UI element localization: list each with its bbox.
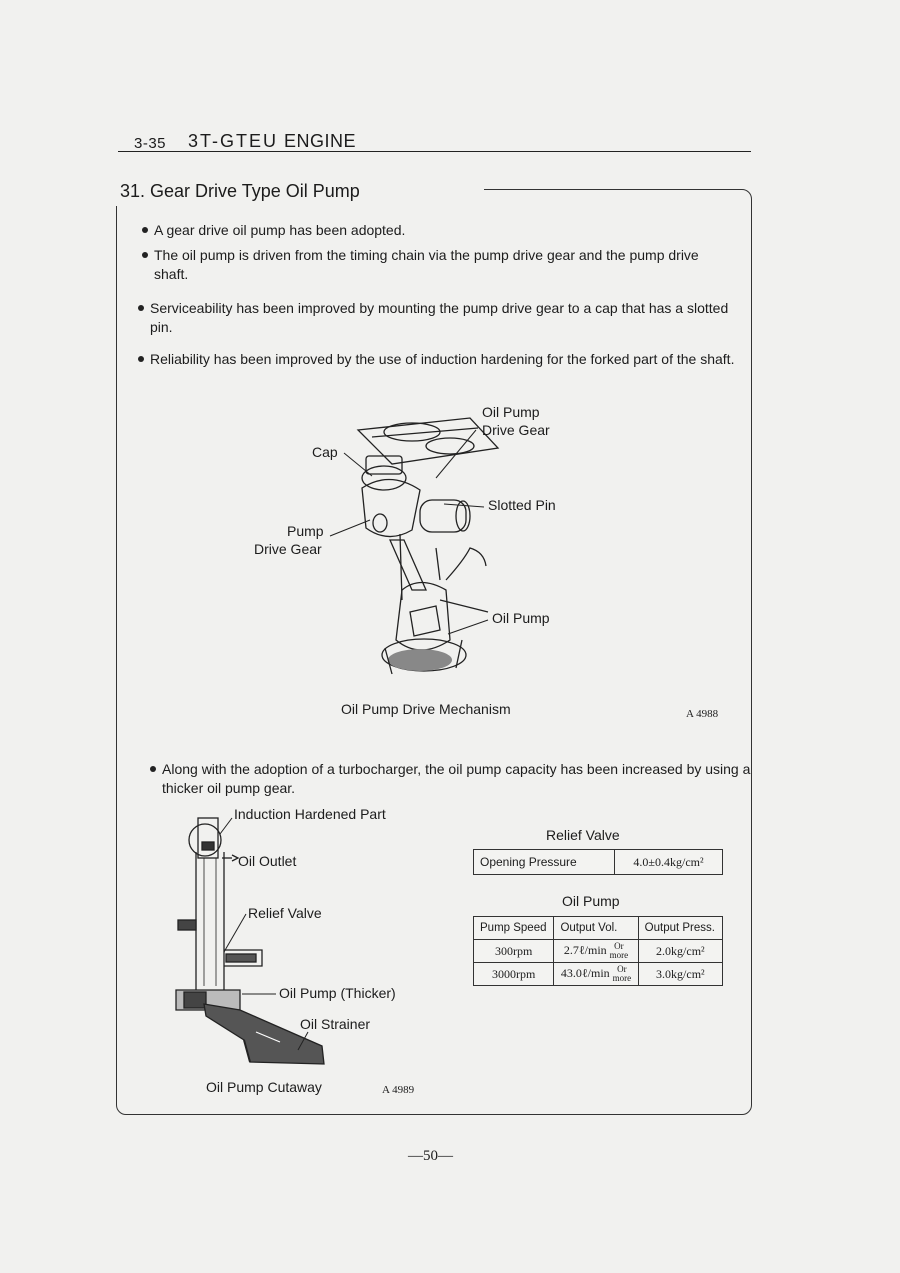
table-row bbox=[474, 850, 723, 875]
label-oil-outlet: Oil Outlet bbox=[238, 853, 297, 869]
section-number: 3-35 bbox=[134, 135, 167, 152]
bullet-turbocharger: Along with the adoption of a turbocharger, the oil pump capacity has been increased by using a thicker oil pump gear. bbox=[150, 760, 752, 798]
figure2-caption: Oil Pump Cutaway bbox=[206, 1079, 322, 1095]
label-oil-pump: Oil Pump bbox=[492, 610, 550, 626]
opening-pressure-value: 4.0±0.4kg/cm² bbox=[615, 850, 723, 875]
row1-volume-cell bbox=[554, 940, 638, 963]
relief-valve-title: Relief Valve bbox=[546, 827, 620, 843]
label-oil-pump-drive-gear-2: Drive Gear bbox=[482, 422, 550, 438]
label-oil-strainer: Oil Strainer bbox=[300, 1016, 371, 1032]
or-more-note: Or more bbox=[612, 964, 632, 983]
figure2-code: A 4989 bbox=[382, 1084, 415, 1096]
label-slotted-pin: Slotted Pin bbox=[488, 497, 556, 513]
oil-pump-table bbox=[473, 916, 723, 986]
relief-valve-table bbox=[473, 849, 723, 875]
label-cap: Cap bbox=[312, 444, 338, 460]
label-induction-hardened-part: Induction Hardened Part bbox=[234, 806, 386, 822]
figure1-caption: Oil Pump Drive Mechanism bbox=[341, 701, 511, 717]
header-pump-speed: Pump Speed bbox=[474, 917, 554, 940]
or-more-note: Or more bbox=[609, 941, 629, 960]
row2-volume: 43.0ℓ/min bbox=[560, 965, 610, 980]
label-relief-valve: Relief Valve bbox=[248, 905, 322, 921]
bullet-dot bbox=[150, 766, 156, 772]
header-output-vol: Output Vol. bbox=[554, 917, 638, 940]
oil-pump-table-title: Oil Pump bbox=[562, 893, 620, 909]
bullet-adopted: A gear drive oil pump has been adopted. bbox=[142, 221, 732, 240]
label-oil-pump-thicker: Oil Pump (Thicker) bbox=[279, 985, 396, 1001]
bullet-serviceability: Serviceability has been improved by mounting the pump drive gear to a cap that has a slotted pin. bbox=[142, 299, 740, 337]
table-row bbox=[474, 963, 723, 986]
figure1-code: A 4988 bbox=[686, 708, 719, 720]
engine-code: 3T-GTEU bbox=[188, 131, 279, 151]
bullet-driven: The oil pump is driven from the timing chain via the pump drive gear and the pump drive shaft. bbox=[142, 246, 724, 284]
table-row bbox=[474, 940, 723, 963]
page-number: —50— bbox=[408, 1148, 453, 1164]
section-title: 31. Gear Drive Type Oil Pump bbox=[120, 181, 360, 201]
drive-mechanism-drawing bbox=[358, 418, 498, 674]
opening-pressure-label: Opening Pressure bbox=[474, 850, 615, 875]
label-oil-pump-drive-gear-1: Oil Pump bbox=[482, 404, 540, 420]
label-pump-drive-gear-2: Drive Gear bbox=[254, 541, 322, 557]
bullet-reliability: Reliability has been improved by the use of induction hardening for the forked part of the shaft. bbox=[142, 350, 750, 369]
header-output-press: Output Press. bbox=[638, 917, 722, 940]
row1-pressure: 2.0kg/cm² bbox=[638, 940, 722, 963]
row1-volume: 2.7ℓ/min bbox=[563, 942, 607, 957]
row2-pressure: 3.0kg/cm² bbox=[638, 963, 722, 986]
row2-volume-cell bbox=[554, 963, 638, 986]
row1-speed: 300rpm bbox=[474, 940, 554, 963]
row2-speed: 3000rpm bbox=[474, 963, 554, 986]
engine-word: ENGINE bbox=[284, 131, 357, 151]
label-pump-drive-gear-1: Pump bbox=[287, 523, 324, 539]
table-header-row bbox=[474, 917, 723, 940]
